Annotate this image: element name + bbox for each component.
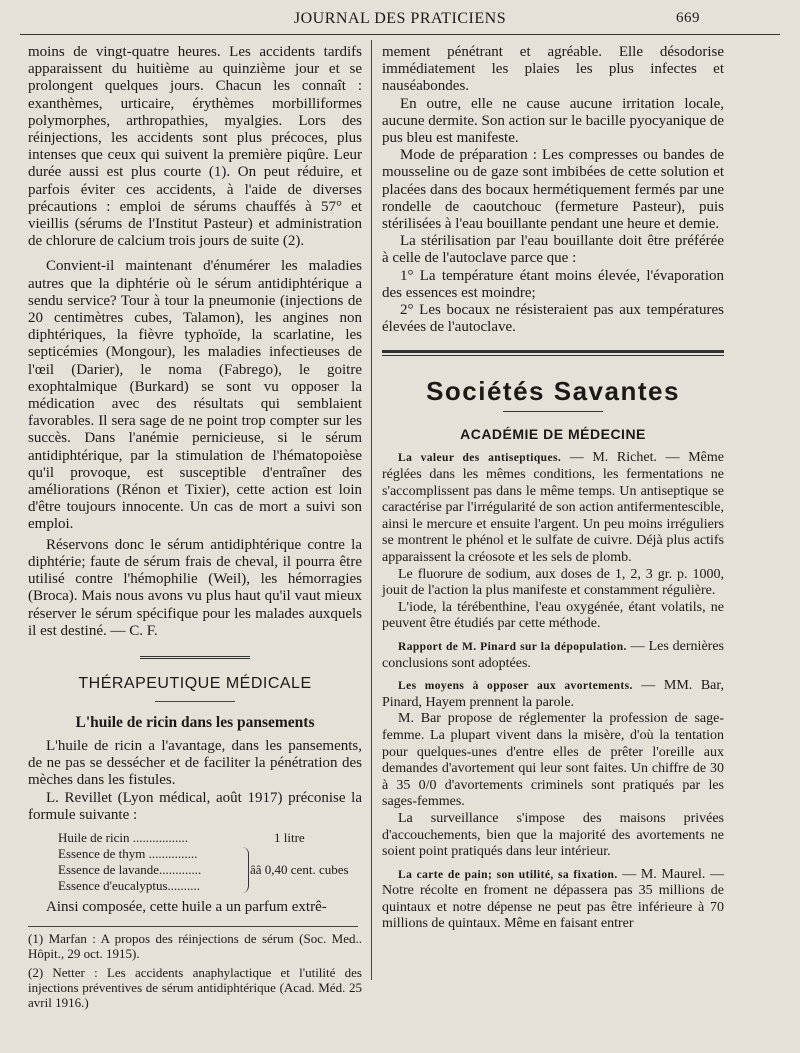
article-depopulation — [382, 639, 724, 672]
header-rule — [20, 34, 780, 35]
article-title: L'huile de ricin dans les pansements — [75, 713, 315, 731]
section-rule-top — [382, 350, 724, 353]
footnote-2: (2) Netter : Les accidents anaphylactique et l'utilité des injections préventives de sérum antidiphtérique (Acad. Méd. 25 avril 1916.) — [28, 965, 362, 1011]
running-head — [20, 10, 780, 34]
formula-block — [28, 830, 362, 896]
depopulation-text: — Les dernières conclusions sont adoptées. — [382, 638, 724, 671]
carte-de-pain-heading: La carte de pain; son utilité, sa fixation. — [398, 868, 618, 881]
formula-row-ricin: Huile de ricin ................. — [58, 829, 188, 845]
right-paragraph-1: mement pénétrant et agréable. Elle désodorise immédiatement les plaies les plus infectes et nauséabondes. — [382, 44, 724, 95]
right-paragraph-3: Mode de préparation : Les compresses ou bandes de mousseline ou de gaze sont imbibées de cette solution et placées dans des bocaux hermétiquement fermés par une rondelle de caoutchouc (fermeture Pasteur), puis stérilisées à l'eau bouillante pendant une heure et demie. — [382, 147, 724, 233]
formula-row-lavande: Essence de lavande............. — [58, 861, 202, 877]
right-paragraph-5: 1° La température étant moins élevée, l'évaporation des essences est moindre; — [382, 267, 724, 301]
antiseptiques-paragraph-3: L'iode, la térébenthine, l'eau oxygénée, étant volatils, ne peuvent être étudiés par cette méthode. — [382, 599, 724, 632]
antiseptiques-paragraph-2: Le fluorure de sodium, aux doses de 1, 2, 3 gr. p. 1000, jouit de l'action la plus manifeste et constamment régulière. — [382, 566, 724, 599]
section-title-rule — [155, 701, 235, 702]
right-paragraph-2: En outre, elle ne cause aucune irritation locale, aucune dermite. Son action sur le bacille pyocyanique de pus bleu est manifeste. — [382, 95, 724, 147]
left-paragraph-1: moins de vingt-quatre heures. Les accidents tardifs apparaissent du huitième au quinzième jour et se prolongent quelques jours. Chacun les connaît : exanthèmes, urticaire, érythèmes morbilliformes polymorphes, arthropathies, myalgies. Lors des réinjections, les accidents sont plus précoces, plus intenses que ceux qui suivent la première piqûre. Leur durée aussi est plus courte (1). On peut réduire, et parfois éviter ces accidents, à l'aide de diverses précautions : emploi de sérums chauffés à 57° et vieillis (sérums de l'Institut Pasteur) et administration de chlorure de calcium trois jours de suite (2). — [28, 44, 362, 250]
left-paragraph-4: L'huile de ricin a l'avantage, dans les pansements, de ne pas se dessécher et de faciliter la pénétration des mèches dans les fistules. — [28, 737, 362, 789]
section-separator — [140, 656, 250, 659]
avortements-paragraph-3: La surveillance s'impose des maisons privées d'accouchements, bien que la majorité des avortements ne soient point pratiqués dans leur intérieur. — [382, 810, 724, 860]
article-antiseptiques — [382, 450, 724, 566]
formula-row-thym: Essence de thym ............... — [58, 845, 198, 861]
right-column — [382, 44, 724, 933]
formula-brace — [242, 847, 249, 893]
article-avortements — [382, 678, 724, 711]
right-paragraph-6: 2° Les bocaux ne résisteraient pas aux températures élevées de l'autoclave. — [382, 302, 724, 336]
column-divider — [371, 40, 372, 980]
journal-title: JOURNAL DES PRATICIENS — [293, 10, 507, 27]
section-rule-bottom — [382, 355, 724, 356]
footnote-1: (1) Marfan : A propos des réinjections de sérum (Soc. Med.. Hôpit., 29 oct. 1915). — [28, 931, 362, 962]
formula-qty-shared: ââ 0,40 cent. cubes — [250, 861, 349, 877]
societes-savantes-heading: Sociétés Savantes — [426, 376, 680, 407]
footnote-rule — [28, 926, 358, 927]
academie-heading: ACADÉMIE DE MÉDECINE — [460, 426, 646, 443]
page-number: 669 — [676, 10, 700, 26]
avortements-heading: Les moyens à opposer aux avortements. — [398, 680, 633, 693]
societes-rule — [503, 411, 603, 412]
left-paragraph-6: Ainsi composée, cette huile a un parfum extrê- — [46, 898, 327, 915]
carte-de-pain-text: — M. Maurel. — Notre récolte en froment ne dépassera pas 35 millions de quintaux et notre dépense ne peut pas être inférieure à 70 millions de quintaux. Même en faisant entrer — [382, 866, 724, 932]
avortements-paragraph-2: M. Bar propose de réglementer la profession de sage-femme. La plupart vivent dans la misère, d'où la tentation pour quelques-unes d'entre elles de prêter l'oreille aux demandes d'avortement qui leur sont faites. Un chiffre de 30 à 35 0/0 d'avortements criminels sont pratiqués par les sages-femmes. — [382, 711, 724, 810]
formula-row-eucalyptus: Essence d'eucalyptus.......... — [58, 877, 201, 893]
depopulation-heading: Rapport de M. Pinard sur la dépopulation. — [398, 640, 627, 653]
right-paragraph-4: La stérilisation par l'eau bouillante doit être préférée à celle de l'autoclave parce que : — [382, 233, 724, 267]
left-paragraph-5: L. Revillet (Lyon médical, août 1917) préconise la formule suivante : — [28, 789, 362, 823]
left-paragraph-3: Réservons donc le sérum antidiphtérique contre la diphtérie; faute de sérum frais de cheval, il pourra être utilisé contre l'hémophilie (Weil), les hémorragies (Broca). Mais nous avons vu plus haut qu'il vaut mieux réserver le sérum spécifique pour les malades auxquels il est destiné. — C. F. — [28, 536, 362, 639]
avortements-text: — MM. Bar, Pinard, Hayem prennent la parole. — [382, 678, 724, 710]
article-carte-de-pain — [382, 867, 724, 933]
left-paragraph-2: Convient-il maintenant d'énumérer les maladies autres que la diphtérie où le sérum antidiphtérique a sendu service? Tour à tour la pneumonie (injections de 20 centimètres cubes, Talamon), les angines non diphtériques, la fièvre typhoïde, la scarlatine, les septicémies (Mongour), les maladies infectieuses de l'œil (Darier), le noma (Fabrego), le goitre exophtalmique (Burkard) se sont vu opposer la médication avec des résultats qui semblaient favorables. Il sera sage de ne point trop compter sur les succès. Dans l'anémie pernicieuse, si le sérum antidiphtérique, par la stimulation de l'hématopoièse qu'il provoque, est susceptible d'entraîner des améliorations (Rénon et Tixier), cette action est loin d'être toujours innocente. Un cas de mort a suivi son emploi. — [28, 258, 362, 533]
left-column — [28, 44, 362, 1010]
section-title: THÉRAPEUTIQUE MÉDICALE — [78, 674, 312, 692]
antiseptiques-heading: La valeur des antiseptiques. — [398, 452, 562, 465]
formula-qty-litre: 1 litre — [274, 829, 305, 845]
antiseptiques-text: — M. Richet. — Même réglées dans les mêmes conditions, les fermentations ne s'accomplissent pas dans le même temps. Un antiseptique se caractérise par l'irrégularité de son action antifermentescible, ainsi le mercure et ensuite l'argent. Un peu moins irréguliers se montrent le phénol et le sulfate de cuivre. Déjà plus actifs apparaissent la créosote et les sels de plomb. — [382, 450, 724, 566]
